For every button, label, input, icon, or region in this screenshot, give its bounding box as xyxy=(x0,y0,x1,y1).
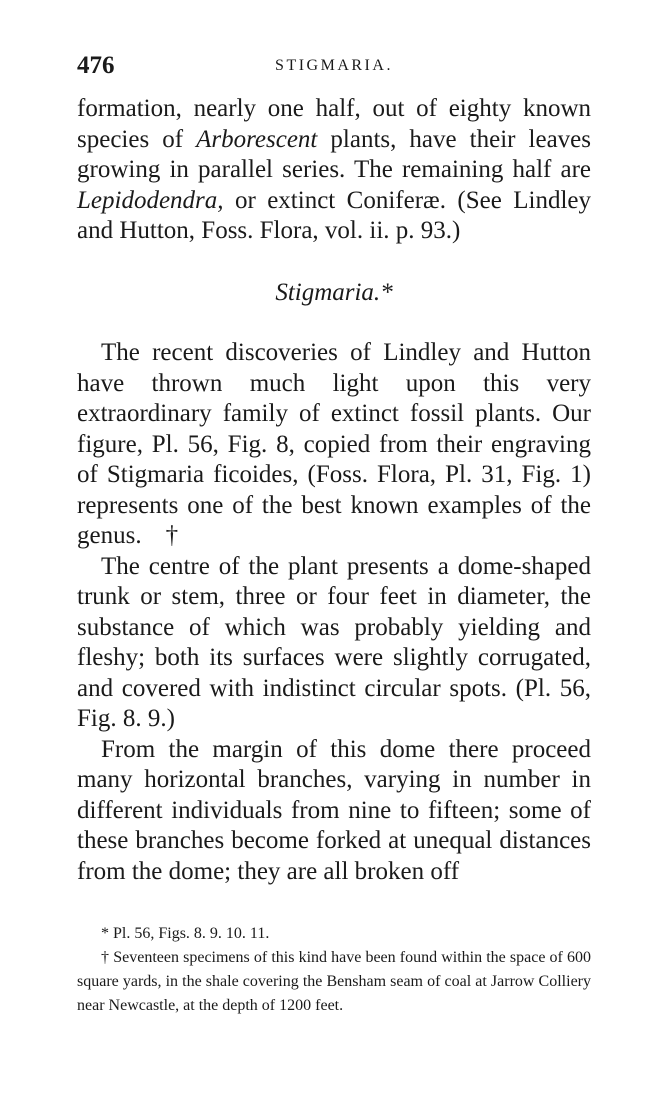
section-heading xyxy=(77,278,591,309)
footnotes xyxy=(77,922,591,1018)
footnote-text: Seventeen specimens of this kind have been found within the space of 600 square yards, in the shale covering the Bensham seam of coal at Jarrow Colliery near Newcastle, at the depth of 1200 feet. xyxy=(77,949,591,1014)
paragraph xyxy=(77,338,591,552)
footnote-mark: * xyxy=(101,925,109,942)
footnote xyxy=(77,946,591,1018)
text-segment: or extinct Coniferæ. (See Lindley and Hutton, Foss. Flora, vol. ii. p. 93.) xyxy=(77,186,591,244)
footnote-reference: * xyxy=(380,278,393,306)
italic-term: Lepidodendra, xyxy=(77,186,224,214)
italic-term: Arborescent xyxy=(196,125,318,153)
running-title: STIGMARIA. xyxy=(275,57,393,74)
body-text xyxy=(77,94,591,887)
paragraph-text: The recent discoveries of Lindley and Hutton have thrown much light upon this very extraordinary family of extinct fossil plants. Our figure, Pl. 56, Fig. 8, copied from their engraving of Stigmaria ficoides, (Foss. Flora, Pl. 31, Fig. 1) represents one of the best known examples of the genus. xyxy=(77,339,591,549)
footnote-mark: † xyxy=(101,949,110,966)
paragraph: From the margin of this dome there proceed many horizontal branches, varying in number in different individuals from nine to fifteen; some of these branches become forked at unequal distances from the dome; they are all broken off xyxy=(77,735,591,885)
opening-paragraph xyxy=(77,94,591,247)
page-header xyxy=(77,52,591,82)
footnote-text: Pl. 56, Figs. 8. 9. 10. 11. xyxy=(109,925,270,942)
text-segment: formation, nearly one half, out of eighty known species of xyxy=(77,95,591,153)
text-segment: plants, have their leaves growing in parallel series. The remaining half are xyxy=(77,125,591,183)
footnote xyxy=(77,922,591,946)
footnote-reference: † xyxy=(165,522,179,549)
page-number: 476 xyxy=(77,52,115,79)
section-heading-text: Stigmaria. xyxy=(275,278,381,306)
paragraph: The centre of the plant presents a dome-shaped trunk or stem, three or four feet in diameter, the substance of which was probably yielding and fleshy; both its surfaces were slightly corrugated, and covered with indistinct circular spots. (Pl. 56, Fig. 8. 9.) xyxy=(77,552,591,732)
